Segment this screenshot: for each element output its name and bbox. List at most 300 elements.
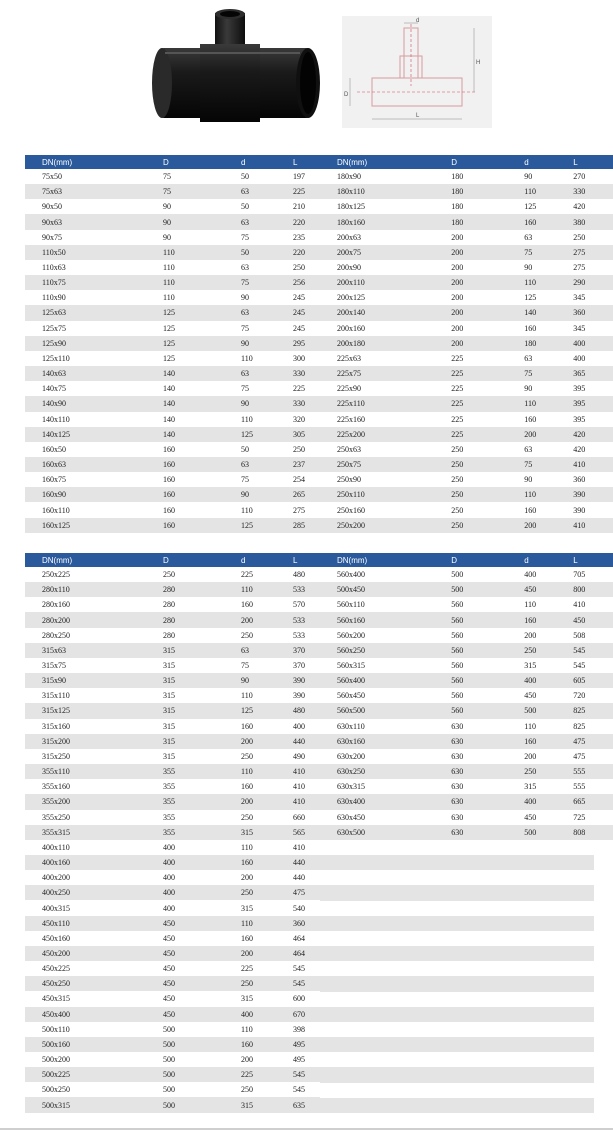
cell-L: 800 bbox=[573, 582, 613, 597]
cell-D: 225 bbox=[451, 366, 524, 381]
cell-d: 400 bbox=[524, 673, 573, 688]
table-row bbox=[25, 305, 335, 320]
cell-D: 140 bbox=[163, 381, 241, 396]
cell-dn: 560x450 bbox=[320, 688, 451, 703]
col-header-dn: DN(mm) bbox=[320, 553, 451, 567]
cell-L: 290 bbox=[573, 275, 613, 290]
cell-d: 180 bbox=[524, 336, 573, 351]
cell-L: 275 bbox=[573, 260, 613, 275]
cell-D: 200 bbox=[451, 290, 524, 305]
cell-L: 400 bbox=[573, 351, 613, 366]
cell-L: 245 bbox=[293, 321, 335, 336]
cell-d: 160 bbox=[524, 612, 573, 627]
cell-L: 808 bbox=[573, 825, 613, 840]
cell-dn: 225x200 bbox=[320, 427, 451, 442]
cell-L: 660 bbox=[293, 810, 335, 825]
table-row bbox=[320, 628, 613, 643]
cell-L: 398 bbox=[293, 1022, 335, 1037]
cell-d: 110 bbox=[241, 351, 293, 366]
cell-d: 75 bbox=[241, 658, 293, 673]
col-header-d: d bbox=[524, 155, 573, 169]
table-row bbox=[320, 719, 613, 734]
table-row bbox=[320, 688, 613, 703]
table-row bbox=[320, 794, 613, 809]
cell-d: 125 bbox=[524, 199, 573, 214]
cell-d: 400 bbox=[241, 1007, 293, 1022]
cell-dn: 110x50 bbox=[25, 245, 163, 260]
cell-D: 125 bbox=[163, 321, 241, 336]
cell-dn: 630x200 bbox=[320, 749, 451, 764]
cell-dn: 630x250 bbox=[320, 764, 451, 779]
cell-dn: 500x450 bbox=[320, 582, 451, 597]
table-body bbox=[25, 169, 335, 533]
col-header-L: L bbox=[293, 155, 335, 169]
cell-dn: 200x75 bbox=[320, 245, 451, 260]
cell-L: 275 bbox=[293, 502, 335, 517]
cell-dn: 160x125 bbox=[25, 518, 163, 533]
empty-row bbox=[320, 916, 594, 931]
cell-dn: 200x125 bbox=[320, 290, 451, 305]
cell-D: 400 bbox=[163, 900, 241, 915]
cell-dn: 315x160 bbox=[25, 719, 163, 734]
cell-D: 630 bbox=[451, 734, 524, 749]
col-header-d: d bbox=[241, 553, 293, 567]
cell-D: 500 bbox=[163, 1097, 241, 1112]
cell-D: 125 bbox=[163, 336, 241, 351]
cell-D: 355 bbox=[163, 825, 241, 840]
table-row bbox=[25, 749, 335, 764]
cell-d: 400 bbox=[524, 567, 573, 582]
table-body bbox=[320, 169, 613, 533]
col-header-dn: DN(mm) bbox=[320, 155, 451, 169]
cell-D: 630 bbox=[451, 794, 524, 809]
cell-d: 250 bbox=[241, 810, 293, 825]
cell-D: 110 bbox=[163, 245, 241, 260]
cell-dn: 160x63 bbox=[25, 457, 163, 472]
cell-L: 360 bbox=[573, 305, 613, 320]
table-row bbox=[320, 275, 613, 290]
cell-L: 555 bbox=[573, 779, 613, 794]
cell-D: 400 bbox=[163, 885, 241, 900]
cell-d: 200 bbox=[241, 734, 293, 749]
table-row bbox=[25, 567, 335, 582]
cell-d: 110 bbox=[524, 275, 573, 290]
cell-d: 160 bbox=[524, 734, 573, 749]
cell-dn: 355x110 bbox=[25, 764, 163, 779]
table-row bbox=[25, 230, 335, 245]
table-row bbox=[25, 487, 335, 502]
cell-dn: 225x75 bbox=[320, 366, 451, 381]
empty-row bbox=[320, 976, 594, 991]
col-header-d: d bbox=[524, 553, 573, 567]
cell-D: 110 bbox=[163, 275, 241, 290]
drawing-label-d: d bbox=[416, 18, 420, 24]
cell-d: 140 bbox=[524, 305, 573, 320]
cell-D: 400 bbox=[163, 840, 241, 855]
cell-L: 605 bbox=[573, 673, 613, 688]
cell-d: 250 bbox=[241, 749, 293, 764]
cell-dn: 140x110 bbox=[25, 412, 163, 427]
table-row bbox=[320, 214, 613, 229]
cell-D: 315 bbox=[163, 688, 241, 703]
table-row bbox=[25, 840, 335, 855]
cell-L: 440 bbox=[293, 855, 335, 870]
cell-L: 330 bbox=[293, 366, 335, 381]
table-row bbox=[320, 472, 613, 487]
cell-d: 200 bbox=[241, 1052, 293, 1067]
cell-dn: 315x90 bbox=[25, 673, 163, 688]
cell-D: 180 bbox=[451, 199, 524, 214]
cell-D: 180 bbox=[451, 169, 524, 184]
cell-L: 390 bbox=[573, 502, 613, 517]
cell-D: 140 bbox=[163, 412, 241, 427]
cell-dn: 125x63 bbox=[25, 305, 163, 320]
cell-D: 280 bbox=[163, 582, 241, 597]
cell-L: 245 bbox=[293, 290, 335, 305]
table-row bbox=[25, 502, 335, 517]
col-header-dn: DN(mm) bbox=[25, 553, 163, 567]
cell-dn: 450x200 bbox=[25, 946, 163, 961]
col-header-L: L bbox=[293, 553, 335, 567]
cell-L: 555 bbox=[573, 764, 613, 779]
cell-d: 160 bbox=[241, 597, 293, 612]
cell-dn: 500x225 bbox=[25, 1067, 163, 1082]
cell-d: 63 bbox=[241, 305, 293, 320]
table-body bbox=[320, 567, 613, 840]
cell-d: 125 bbox=[241, 703, 293, 718]
col-header-D: D bbox=[451, 155, 524, 169]
cell-dn: 200x160 bbox=[320, 321, 451, 336]
cell-d: 63 bbox=[524, 351, 573, 366]
table-row bbox=[320, 305, 613, 320]
cell-L: 295 bbox=[293, 336, 335, 351]
cell-L: 545 bbox=[573, 658, 613, 673]
cell-dn: 560x250 bbox=[320, 643, 451, 658]
table-row bbox=[25, 336, 335, 351]
cell-L: 345 bbox=[573, 290, 613, 305]
cell-L: 670 bbox=[293, 1007, 335, 1022]
cell-L: 390 bbox=[293, 673, 335, 688]
cell-d: 200 bbox=[241, 946, 293, 961]
cell-D: 200 bbox=[451, 305, 524, 320]
cell-dn: 280x110 bbox=[25, 582, 163, 597]
cell-L: 475 bbox=[573, 749, 613, 764]
cell-L: 235 bbox=[293, 230, 335, 245]
cell-dn: 560x315 bbox=[320, 658, 451, 673]
cell-L: 495 bbox=[293, 1037, 335, 1052]
cell-dn: 630x400 bbox=[320, 794, 451, 809]
cell-dn: 560x400 bbox=[320, 567, 451, 582]
cell-D: 75 bbox=[163, 169, 241, 184]
spec-table-2 bbox=[320, 155, 613, 533]
table-row bbox=[25, 825, 335, 840]
cell-L: 400 bbox=[573, 336, 613, 351]
cell-d: 110 bbox=[241, 688, 293, 703]
table-row bbox=[320, 199, 613, 214]
cell-L: 220 bbox=[293, 245, 335, 260]
cell-d: 63 bbox=[524, 230, 573, 245]
cell-L: 570 bbox=[293, 597, 335, 612]
table-row bbox=[320, 612, 613, 627]
reducing-tee-photo bbox=[140, 8, 325, 133]
cell-D: 630 bbox=[451, 810, 524, 825]
cell-L: 395 bbox=[573, 412, 613, 427]
cell-D: 280 bbox=[163, 628, 241, 643]
cell-L: 450 bbox=[573, 612, 613, 627]
cell-dn: 630x450 bbox=[320, 810, 451, 825]
empty-row bbox=[320, 946, 594, 961]
cell-D: 450 bbox=[163, 976, 241, 991]
cell-D: 200 bbox=[451, 230, 524, 245]
cell-L: 545 bbox=[573, 643, 613, 658]
table-row bbox=[320, 366, 613, 381]
cell-D: 160 bbox=[163, 487, 241, 502]
cell-D: 560 bbox=[451, 628, 524, 643]
cell-L: 210 bbox=[293, 199, 335, 214]
cell-L: 533 bbox=[293, 612, 335, 627]
empty-row bbox=[320, 992, 594, 1007]
cell-d: 110 bbox=[241, 502, 293, 517]
cell-d: 160 bbox=[524, 214, 573, 229]
table-row bbox=[25, 658, 335, 673]
cell-D: 250 bbox=[451, 472, 524, 487]
cell-D: 500 bbox=[163, 1037, 241, 1052]
cell-d: 63 bbox=[241, 366, 293, 381]
table-row bbox=[25, 628, 335, 643]
table-row bbox=[320, 336, 613, 351]
cell-dn: 225x160 bbox=[320, 412, 451, 427]
cell-dn: 400x110 bbox=[25, 840, 163, 855]
cell-L: 533 bbox=[293, 582, 335, 597]
empty-row bbox=[320, 1007, 594, 1022]
table-row bbox=[25, 764, 335, 779]
cell-d: 110 bbox=[241, 582, 293, 597]
cell-D: 160 bbox=[163, 502, 241, 517]
table-row bbox=[25, 916, 335, 931]
cell-L: 420 bbox=[573, 427, 613, 442]
cell-L: 540 bbox=[293, 900, 335, 915]
cell-d: 63 bbox=[241, 260, 293, 275]
table-row bbox=[25, 381, 335, 396]
table-row bbox=[25, 597, 335, 612]
table-row bbox=[25, 794, 335, 809]
cell-D: 630 bbox=[451, 779, 524, 794]
cell-D: 450 bbox=[163, 961, 241, 976]
cell-L: 410 bbox=[293, 764, 335, 779]
cell-dn: 450x315 bbox=[25, 991, 163, 1006]
cell-dn: 315x110 bbox=[25, 688, 163, 703]
table-row bbox=[25, 518, 335, 533]
table-row bbox=[320, 597, 613, 612]
cell-dn: 160x110 bbox=[25, 502, 163, 517]
cell-dn: 225x63 bbox=[320, 351, 451, 366]
cell-d: 75 bbox=[241, 230, 293, 245]
cell-d: 75 bbox=[524, 366, 573, 381]
cell-L: 545 bbox=[293, 961, 335, 976]
cell-dn: 560x400 bbox=[320, 673, 451, 688]
empty-row bbox=[320, 901, 594, 916]
cell-D: 200 bbox=[451, 260, 524, 275]
cell-d: 200 bbox=[524, 628, 573, 643]
cell-d: 90 bbox=[524, 381, 573, 396]
cell-dn: 500x200 bbox=[25, 1052, 163, 1067]
cell-L: 508 bbox=[573, 628, 613, 643]
cell-d: 90 bbox=[524, 169, 573, 184]
dimension-drawing bbox=[342, 16, 492, 128]
cell-d: 90 bbox=[241, 396, 293, 411]
cell-d: 160 bbox=[524, 502, 573, 517]
cell-D: 225 bbox=[451, 427, 524, 442]
drawing-label-L: L bbox=[416, 113, 420, 119]
cell-D: 125 bbox=[163, 351, 241, 366]
empty-row bbox=[320, 1067, 594, 1082]
cell-D: 560 bbox=[451, 658, 524, 673]
cell-L: 237 bbox=[293, 457, 335, 472]
cell-dn: 560x500 bbox=[320, 703, 451, 718]
cell-L: 635 bbox=[293, 1097, 335, 1112]
cell-d: 200 bbox=[524, 427, 573, 442]
cell-D: 110 bbox=[163, 260, 241, 275]
cell-dn: 110x75 bbox=[25, 275, 163, 290]
cell-d: 90 bbox=[524, 472, 573, 487]
cell-d: 90 bbox=[241, 487, 293, 502]
cell-d: 125 bbox=[524, 290, 573, 305]
table-row bbox=[320, 396, 613, 411]
table-row bbox=[320, 184, 613, 199]
cell-dn: 125x110 bbox=[25, 351, 163, 366]
cell-D: 160 bbox=[163, 442, 241, 457]
cell-D: 450 bbox=[163, 931, 241, 946]
table-body bbox=[25, 567, 335, 1113]
cell-L: 545 bbox=[293, 976, 335, 991]
cell-dn: 225x110 bbox=[320, 396, 451, 411]
cell-L: 285 bbox=[293, 518, 335, 533]
cell-D: 315 bbox=[163, 749, 241, 764]
table-row bbox=[25, 976, 335, 991]
cell-d: 200 bbox=[524, 518, 573, 533]
empty-row bbox=[320, 855, 594, 870]
cell-d: 200 bbox=[241, 870, 293, 885]
cell-d: 450 bbox=[524, 688, 573, 703]
cell-L: 305 bbox=[293, 427, 335, 442]
cell-dn: 280x250 bbox=[25, 628, 163, 643]
table-row bbox=[320, 734, 613, 749]
empty-row bbox=[320, 1098, 594, 1113]
cell-dn: 75x63 bbox=[25, 184, 163, 199]
cell-L: 390 bbox=[573, 487, 613, 502]
cell-dn: 225x90 bbox=[320, 381, 451, 396]
empty-row bbox=[320, 870, 594, 885]
cell-D: 315 bbox=[163, 658, 241, 673]
table-row bbox=[25, 885, 335, 900]
cell-d: 50 bbox=[241, 245, 293, 260]
cell-D: 90 bbox=[163, 199, 241, 214]
table-row bbox=[25, 214, 335, 229]
empty-row bbox=[320, 840, 594, 855]
cell-dn: 180x160 bbox=[320, 214, 451, 229]
table-row bbox=[25, 260, 335, 275]
cell-D: 500 bbox=[163, 1022, 241, 1037]
cell-L: 250 bbox=[293, 442, 335, 457]
cell-D: 630 bbox=[451, 825, 524, 840]
cell-dn: 500x160 bbox=[25, 1037, 163, 1052]
cell-dn: 200x180 bbox=[320, 336, 451, 351]
cell-dn: 315x250 bbox=[25, 749, 163, 764]
table-row bbox=[320, 412, 613, 427]
table-row bbox=[25, 366, 335, 381]
cell-dn: 160x75 bbox=[25, 472, 163, 487]
cell-L: 410 bbox=[293, 779, 335, 794]
cell-D: 180 bbox=[451, 214, 524, 229]
cell-D: 250 bbox=[451, 487, 524, 502]
table-row bbox=[25, 472, 335, 487]
col-header-D: D bbox=[163, 155, 241, 169]
cell-D: 450 bbox=[163, 946, 241, 961]
cell-D: 500 bbox=[163, 1082, 241, 1097]
cell-D: 355 bbox=[163, 779, 241, 794]
cell-L: 725 bbox=[573, 810, 613, 825]
cell-d: 450 bbox=[524, 582, 573, 597]
table-row bbox=[25, 1082, 335, 1097]
table-row bbox=[25, 1007, 335, 1022]
table-row bbox=[320, 442, 613, 457]
cell-d: 90 bbox=[524, 260, 573, 275]
cell-D: 225 bbox=[451, 412, 524, 427]
cell-d: 315 bbox=[241, 1097, 293, 1112]
cell-L: 365 bbox=[573, 366, 613, 381]
cell-dn: 355x200 bbox=[25, 794, 163, 809]
cell-D: 560 bbox=[451, 703, 524, 718]
cell-L: 360 bbox=[293, 916, 335, 931]
cell-d: 225 bbox=[241, 961, 293, 976]
table-row bbox=[320, 518, 613, 533]
table-row bbox=[320, 260, 613, 275]
cell-d: 315 bbox=[524, 779, 573, 794]
table-row bbox=[320, 230, 613, 245]
table-header-row bbox=[320, 553, 613, 567]
cell-D: 315 bbox=[163, 734, 241, 749]
cell-dn: 315x75 bbox=[25, 658, 163, 673]
cell-dn: 90x75 bbox=[25, 230, 163, 245]
table-row bbox=[25, 412, 335, 427]
table-row bbox=[25, 199, 335, 214]
cell-L: 533 bbox=[293, 628, 335, 643]
cell-D: 160 bbox=[163, 518, 241, 533]
table-row bbox=[320, 810, 613, 825]
cell-dn: 125x75 bbox=[25, 321, 163, 336]
spec-table-4 bbox=[320, 553, 613, 840]
cell-L: 395 bbox=[573, 396, 613, 411]
cell-L: 390 bbox=[293, 688, 335, 703]
cell-dn: 200x63 bbox=[320, 230, 451, 245]
table-header-row bbox=[25, 553, 335, 567]
table-row bbox=[25, 290, 335, 305]
table-header-row bbox=[320, 155, 613, 169]
cell-d: 160 bbox=[524, 412, 573, 427]
table-row bbox=[320, 351, 613, 366]
cell-D: 400 bbox=[163, 855, 241, 870]
cell-d: 110 bbox=[524, 719, 573, 734]
cell-dn: 75x50 bbox=[25, 169, 163, 184]
col-header-L: L bbox=[573, 553, 613, 567]
cell-d: 50 bbox=[241, 169, 293, 184]
table-row bbox=[25, 734, 335, 749]
cell-D: 160 bbox=[163, 457, 241, 472]
cell-d: 315 bbox=[241, 900, 293, 915]
table-row bbox=[320, 643, 613, 658]
table-row bbox=[25, 991, 335, 1006]
cell-L: 270 bbox=[573, 169, 613, 184]
